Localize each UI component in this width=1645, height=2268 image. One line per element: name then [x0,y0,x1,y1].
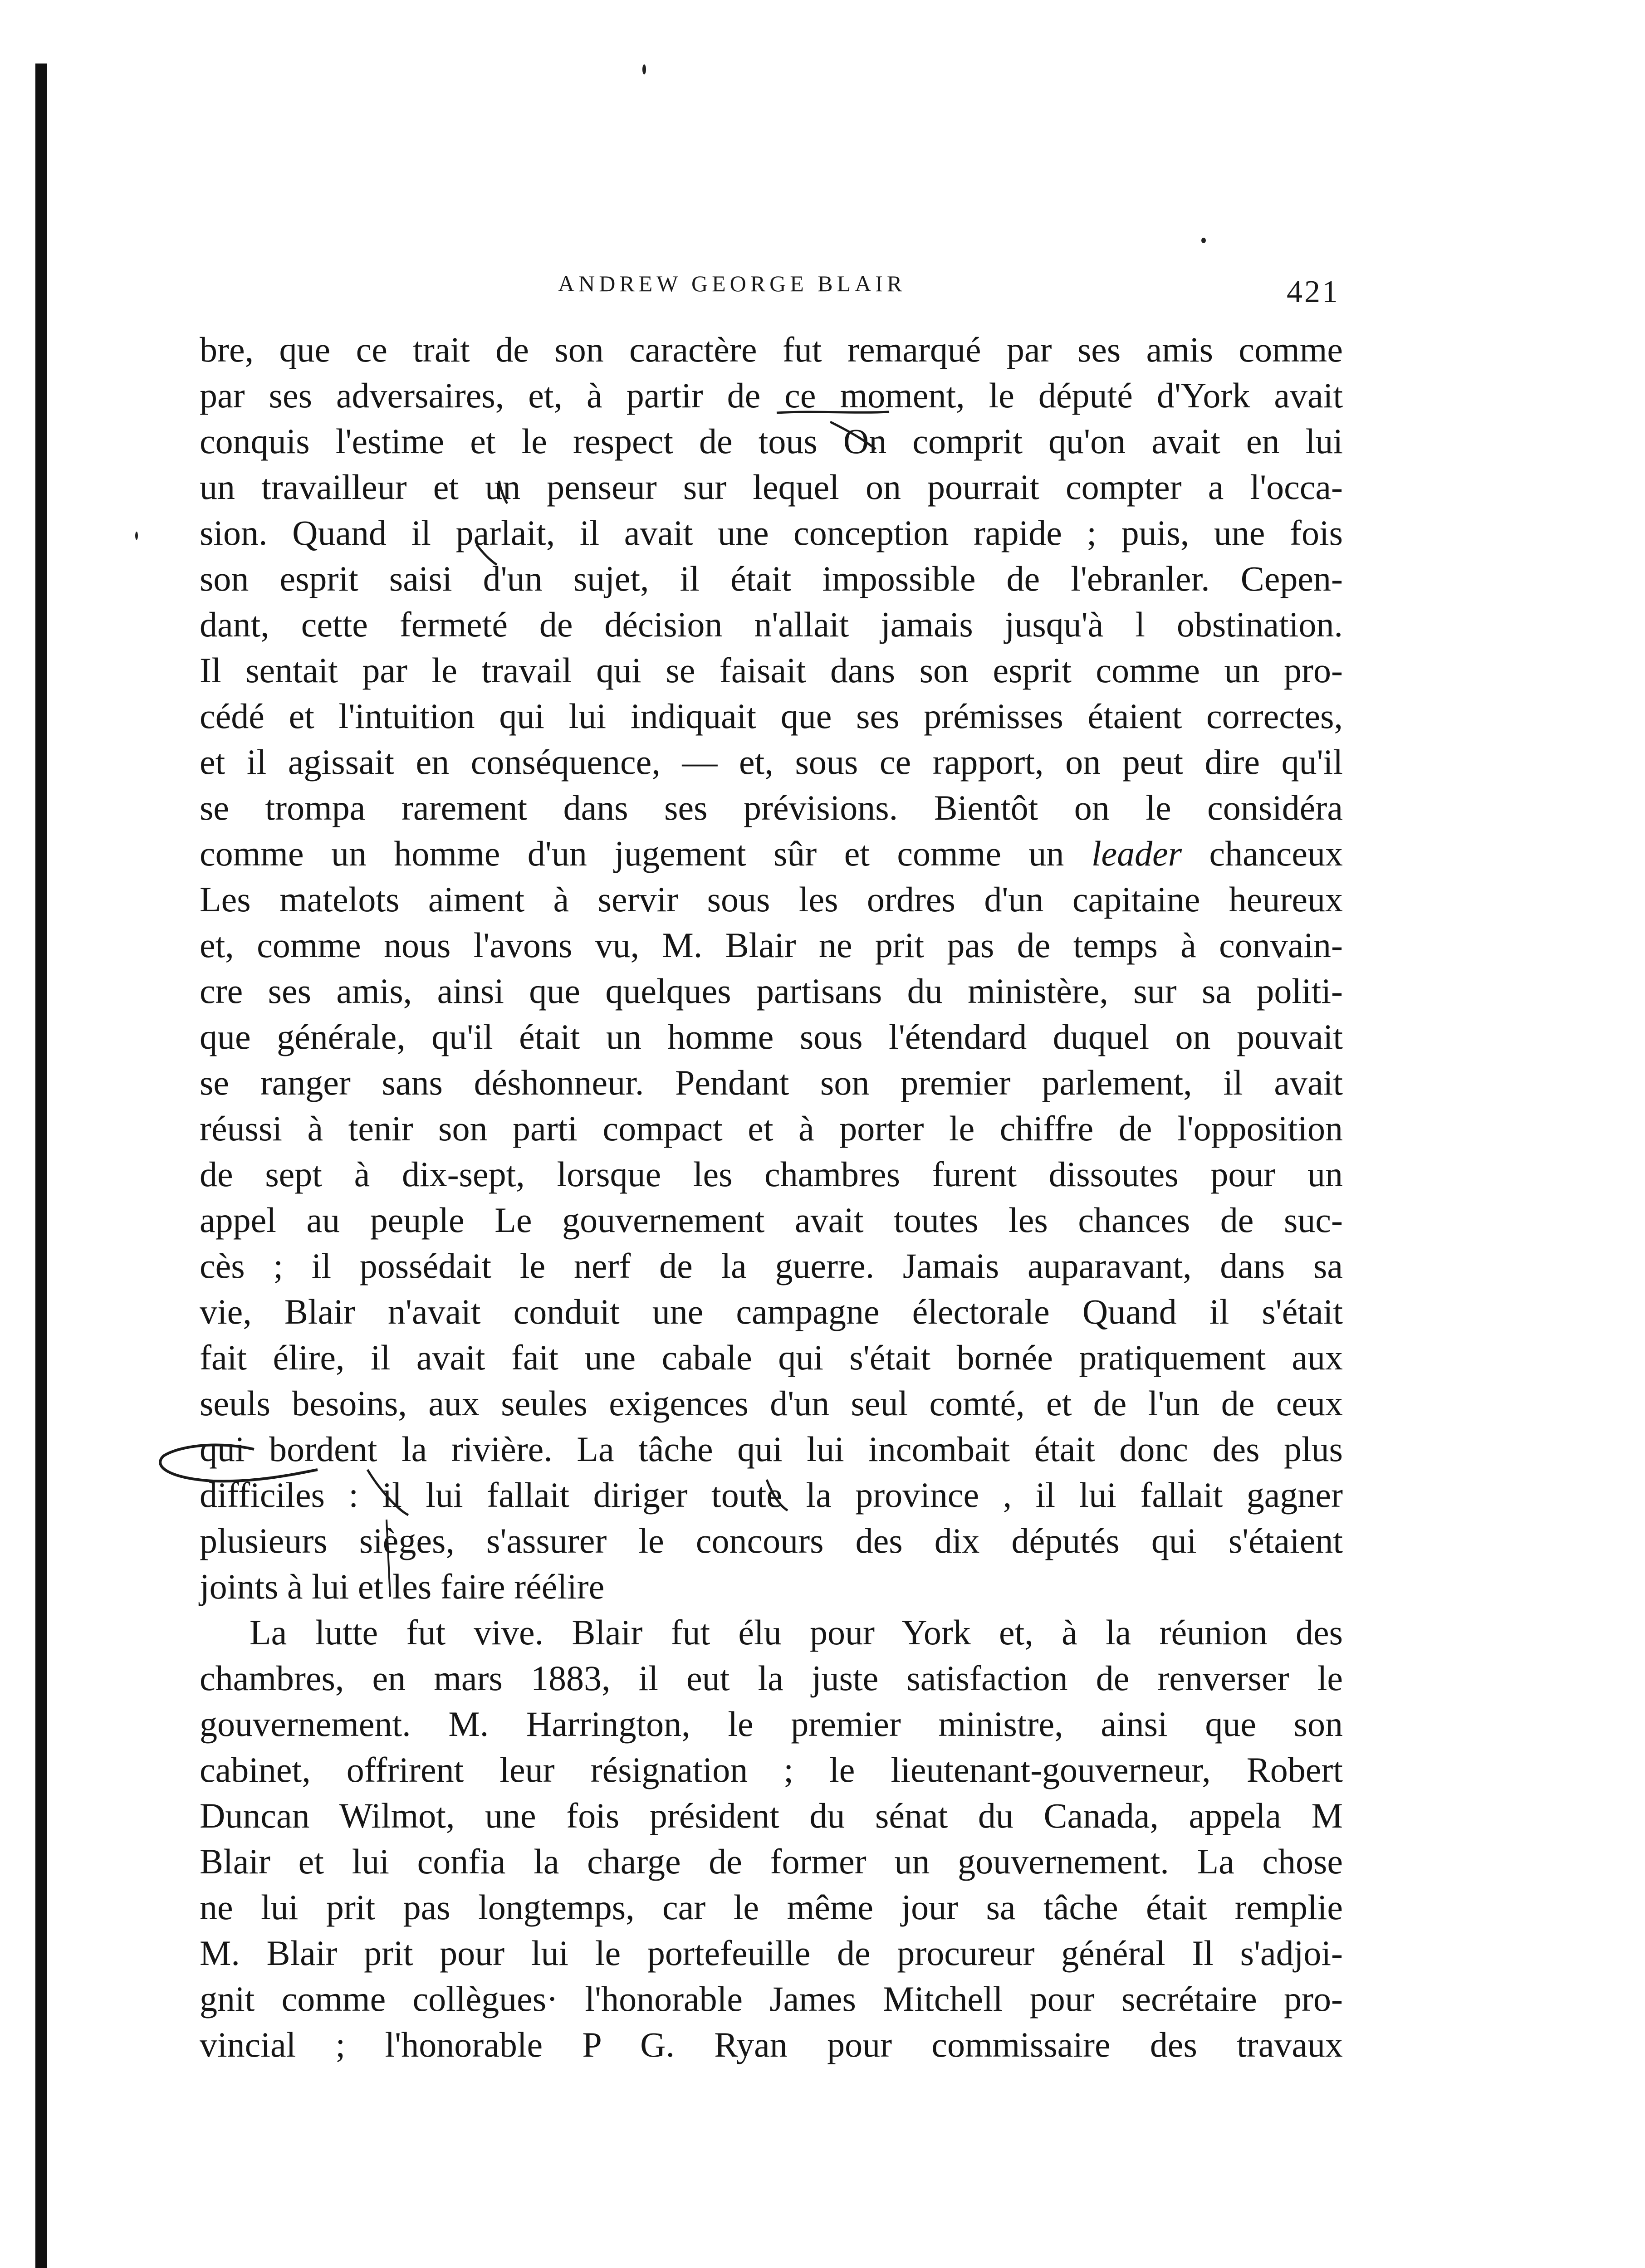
text-line: M. Blair prit pour lui le portefeuille de procureur général Il s'adjoi- [200,1933,1343,1973]
text-line: qui bordent la rivière. La tâche qui lui incombait était donc des plus [200,1429,1343,1469]
leader-line-before: comme un homme d'un jugement sûr et comme un [200,834,1092,873]
text-line: difficiles : il lui fallait diriger toute la province , il lui fallait gagner [200,1475,1343,1515]
text-line: par ses adversaires, et, à partir de ce moment, le député d'York avait [200,376,1343,415]
text-line: fait élire, il avait fait une cabale qui s'était bornée pratiquement aux [200,1338,1343,1377]
text-line: Il sentait par le travail qui se faisait dans son esprit comme un pro- [200,650,1343,690]
text-line: Duncan Wilmot, une fois président du sénat du Canada, appela M [200,1796,1343,1835]
text-line: que générale, qu'il était un homme sous l'étendard duquel on pouvait [200,1017,1343,1056]
text-line: gnit comme collègues· l'honorable James Mitchell pour secrétaire pro- [200,1979,1343,2019]
text-line: se ranger sans déshonneur. Pendant son premier parlement, il avait [200,1063,1343,1102]
text-line: de sept à dix-sept, lorsque les chambres furent dissoutes pour un [200,1154,1343,1194]
text-line: Les matelots aiment à servir sous les ordres d'un capitaine heureux [200,880,1343,919]
text-line: et, comme nous l'avons vu, M. Blair ne prit pas de temps à convain- [200,925,1343,965]
text-line: cabinet, offrirent leur résignation ; le lieutenant-gouverneur, Robert [200,1750,1343,1789]
text-line: conquis l'estime et le respect de tous On comprit qu'on avait en lui [200,421,1343,461]
page-number: 421 [1287,274,1340,309]
text-line: se trompa rarement dans ses prévisions. Bientôt on le considéra [200,788,1343,827]
text-line: réussi à tenir son parti compact et à porter le chiffre de l'opposition [200,1109,1343,1148]
leader-line-after: chanceux [1182,834,1343,873]
text-line-leader [200,831,1343,876]
text-line: seuls besoins, aux seules exigences d'un seul comté, et de l'un de ceux [200,1383,1343,1423]
ink-speck [1201,238,1206,243]
running-head: ANDREW GEORGE BLAIR [558,271,906,296]
body-text [200,327,1343,2068]
text-line: gouvernement. M. Harrington, le premier ministre, ainsi que son [200,1704,1343,1744]
text-line: sion. Quand il parlait, il avait une conception rapide ; puis, une fois [200,513,1343,552]
text-line: vincial ; l'honorable P G. Ryan pour commissaire des travaux [200,2025,1343,2064]
ink-speck [642,64,646,74]
text-line: dant, cette fermeté de décision n'allait jamais jusqu'à l obstination. [200,605,1343,644]
text-line: La lutte fut vive. Blair fut élu pour York et, à la réunion des [250,1613,1343,1652]
text-line: joints à lui et les faire réélire [200,1567,605,1606]
text-line: cès ; il possédait le nerf de la guerre. Jamais auparavant, dans sa [200,1246,1343,1286]
binding-shadow [35,64,47,2268]
text-line: ne lui prit pas longtemps, car le même jour sa tâche était remplie [200,1887,1343,1927]
text-line: plusieurs sièges, s'assurer le concours des dix députés qui s'étaient [200,1521,1343,1560]
text-line: Blair et lui confia la charge de former un gouvernement. La chose [200,1842,1343,1881]
text-line: un travailleur et un penseur sur lequel on pourrait compter a l'occa- [200,467,1343,507]
text-line: vie, Blair n'avait conduit une campagne électorale Quand il s'était [200,1292,1343,1331]
text-line: son esprit saisi d'un sujet, il était impossible de l'ebranler. Cepen- [200,559,1343,598]
text-line: cre ses amis, ainsi que quelques partisans du ministère, sur sa politi- [200,971,1343,1011]
text-line: et il agissait en conséquence, — et, sous ce rapport, on peut dire qu'il [200,742,1343,782]
text-line: chambres, en mars 1883, il eut la juste satisfaction de renverser le [200,1658,1343,1698]
text-line: cédé et l'intuition qui lui indiquait que ses prémisses étaient correctes, [200,696,1343,736]
leader-word: leader [1091,834,1182,873]
text-line: bre, que ce trait de son caractère fut remarqué par ses amis comme [200,330,1343,369]
ink-speck [135,532,138,540]
text-line: appel au peuple Le gouvernement avait toutes les chances de suc- [200,1200,1343,1240]
